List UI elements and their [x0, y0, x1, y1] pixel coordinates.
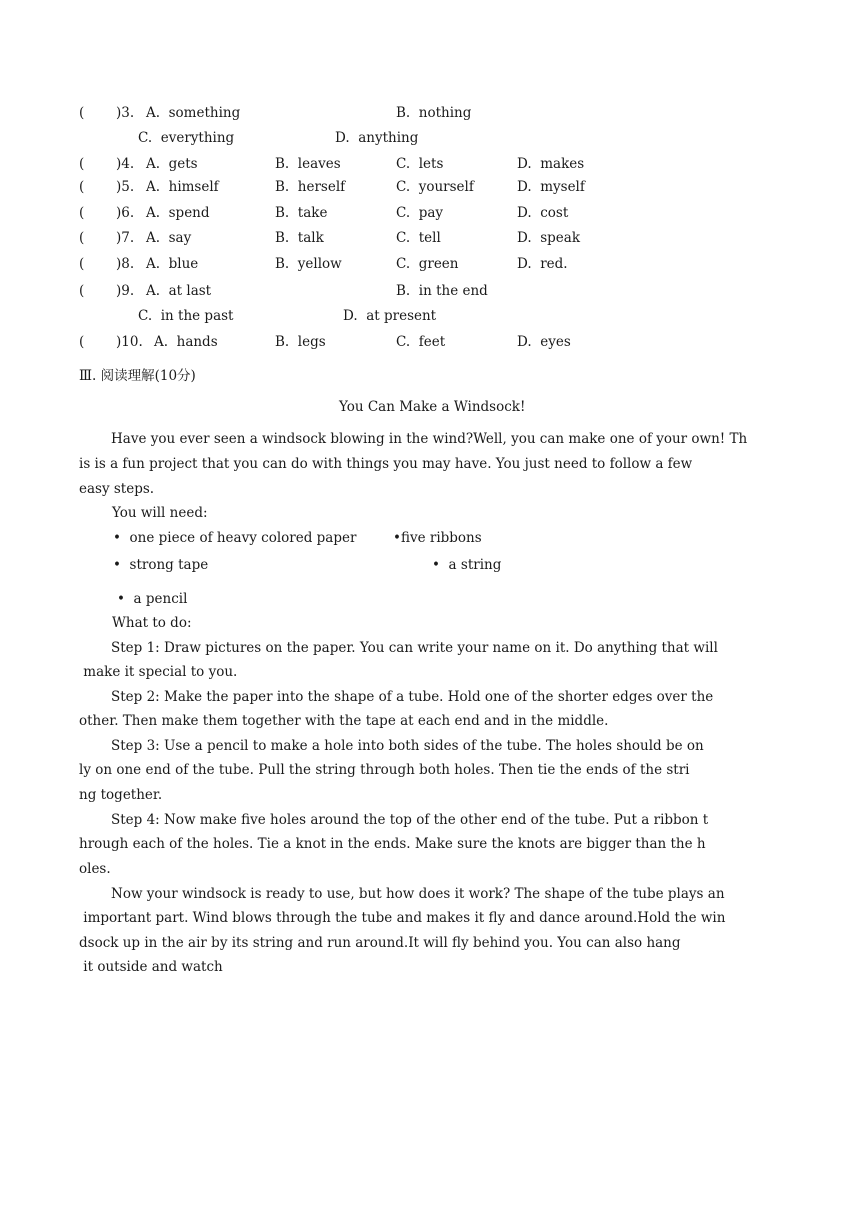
materials-label: You will need: — [112, 505, 208, 521]
intro-line: is is a fun project that you can do with things you may have. You just need to follow a few — [79, 456, 693, 472]
article-title: You Can Make a Windsock! — [339, 399, 526, 415]
option-b: B. in the end — [396, 283, 488, 299]
step-line: hrough each of the holes. Tie a knot in the ends. Make sure the knots are bigger than the h — [79, 836, 706, 852]
option-a: A. at last — [146, 283, 212, 299]
answer-paren: ( — [79, 230, 85, 246]
option-c: C. yourself — [396, 179, 474, 195]
option-b: B. herself — [275, 179, 346, 195]
option-c: C. lets — [396, 156, 444, 172]
question-number: )9. — [116, 283, 135, 299]
option-d: D. cost — [517, 205, 569, 221]
option-d: D. myself — [517, 179, 585, 195]
option-d: D. red. — [517, 256, 568, 272]
option-b: B. legs — [275, 334, 326, 350]
option-a: A. gets — [146, 156, 198, 172]
step-line: make it special to you. — [79, 664, 238, 680]
step-line: Step 3: Use a pencil to make a hole into both sides of the tube. The holes should be on — [111, 738, 704, 754]
answer-paren: ( — [79, 334, 85, 350]
answer-paren: ( — [79, 283, 85, 299]
step-line: Now your windsock is ready to use, but how does it work? The shape of the tube plays an — [111, 886, 725, 902]
option-b: B. leaves — [275, 156, 341, 172]
option-a: A. say — [146, 230, 192, 246]
step-line: dsock up in the air by its string and run around.It will fly behind you. You can also hang — [79, 935, 681, 951]
materials-item: • strong tape — [113, 557, 209, 573]
step-line: Step 1: Draw pictures on the paper. You can write your name on it. Do anything that will — [111, 640, 718, 656]
option-c: C. tell — [396, 230, 441, 246]
question-number: )10. — [116, 334, 143, 350]
answer-paren: ( — [79, 205, 85, 221]
question-number: )4. — [116, 156, 135, 172]
intro-line: easy steps. — [79, 481, 155, 497]
section-heading: Ⅲ. 阅读理解(10分) — [79, 368, 196, 384]
answer-paren: ( — [79, 179, 85, 195]
option-d: D. eyes — [517, 334, 571, 350]
step-line: other. Then make them together with the tape at each end and in the middle. — [79, 713, 609, 729]
materials-item: • one piece of heavy colored paper — [113, 530, 357, 546]
materials-item: • a string — [432, 557, 502, 573]
materials-item: •five ribbons — [393, 530, 482, 546]
step-line: it outside and watch — [79, 959, 223, 975]
question-number: )6. — [116, 205, 135, 221]
option-c: C. pay — [396, 205, 444, 221]
materials-item: • a pencil — [117, 591, 188, 607]
option-d: D. speak — [517, 230, 581, 246]
option-c: C. green — [396, 256, 459, 272]
steps-label: What to do: — [112, 615, 192, 631]
question-number: )7. — [116, 230, 135, 246]
step-line: Step 2: Make the paper into the shape of a tube. Hold one of the shorter edges over the — [111, 689, 714, 705]
question-number: )5. — [116, 179, 135, 195]
option-a: A. himself — [146, 179, 219, 195]
option-c: C. feet — [396, 334, 446, 350]
question-number: )3. — [116, 105, 135, 121]
option-a: A. hands — [154, 334, 218, 350]
step-line: important part. Wind blows through the tube and makes it fly and dance around.Hold the win — [79, 910, 726, 926]
answer-paren: ( — [79, 105, 85, 121]
step-line: oles. — [79, 861, 111, 877]
answer-paren: ( — [79, 256, 85, 272]
question-number: )8. — [116, 256, 135, 272]
option-c: C. everything — [138, 130, 235, 146]
option-a: A. spend — [146, 205, 210, 221]
step-line: Step 4: Now make five holes around the top of the other end of the tube. Put a ribbon t — [111, 812, 709, 828]
option-d: D. anything — [335, 130, 419, 146]
option-b: B. talk — [275, 230, 324, 246]
option-b: B. take — [275, 205, 328, 221]
option-b: B. yellow — [275, 256, 342, 272]
option-d: D. at present — [343, 308, 437, 324]
option-d: D. makes — [517, 156, 585, 172]
answer-paren: ( — [79, 156, 85, 172]
option-b: B. nothing — [396, 105, 472, 121]
step-line: ng together. — [79, 787, 163, 803]
option-c: C. in the past — [138, 308, 234, 324]
option-a: A. something — [146, 105, 241, 121]
option-a: A. blue — [146, 256, 199, 272]
step-line: ly on one end of the tube. Pull the string through both holes. Then tie the ends of the stri — [79, 762, 690, 778]
intro-line: Have you ever seen a windsock blowing in the wind?Well, you can make one of your own! Th — [111, 431, 748, 447]
